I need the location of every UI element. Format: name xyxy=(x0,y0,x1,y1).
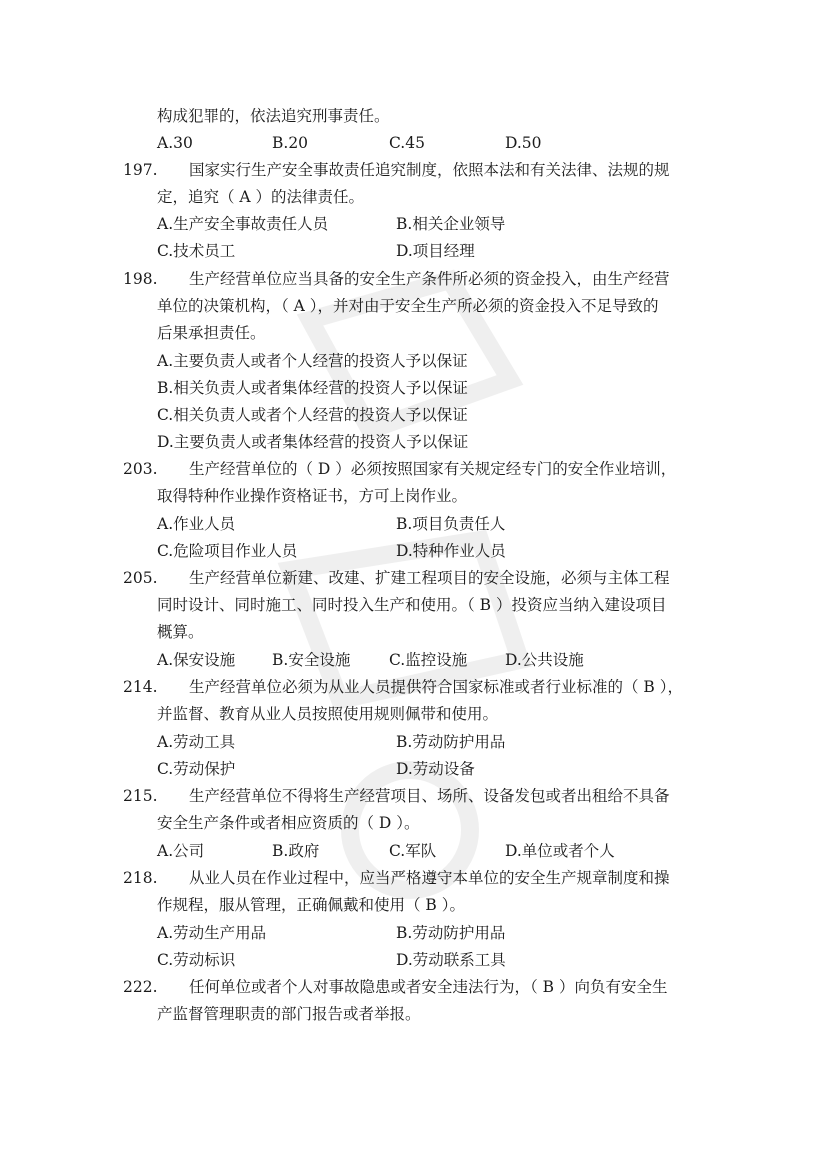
option-b: B.项目负责任人 xyxy=(396,515,506,533)
question-text-line: 定，追究（ A ）的法律责任。 xyxy=(157,188,365,206)
option-c: C.劳动保护 xyxy=(157,760,236,778)
option-a: A.作业人员 xyxy=(157,515,236,533)
option-c: C.45 xyxy=(389,134,425,152)
option-c: C.危险项目作业人员 xyxy=(157,542,298,560)
option-d: D.主要负责人或者集体经营的投资人予以保证 xyxy=(157,433,469,451)
option-c: C.军队 xyxy=(389,842,437,860)
option-c: C.劳动标识 xyxy=(157,951,236,969)
question-text-line: 生产经营单位的（ D ）必须按照国家有关规定经专门的安全作业培训， xyxy=(189,460,677,478)
option-d: D.劳动设备 xyxy=(396,760,475,778)
question-text-line: 从业人员在作业过程中，应当严格遵守本单位的安全生产规章制度和操 xyxy=(189,869,670,887)
question-number: 218. xyxy=(123,869,158,887)
option-c: C.技术员工 xyxy=(157,242,236,260)
option-a: A.保安设施 xyxy=(157,651,236,669)
option-d: D.项目经理 xyxy=(396,242,475,260)
option-a: A.劳动工具 xyxy=(157,733,236,751)
question-text-line: 国家实行生产安全事故责任追究制度，依照本法和有关法律、法规的规 xyxy=(189,161,670,179)
option-a: A.生产安全事故责任人员 xyxy=(157,215,329,233)
question-text-line: 取得特种作业操作资格证书，方可上岗作业。 xyxy=(157,487,468,505)
question-number: 215. xyxy=(123,787,158,805)
question-text-line: 并监督、教育从业人员按照使用规则佩带和使用。 xyxy=(157,705,499,723)
option-b: B.相关负责人或者集体经营的投资人予以保证 xyxy=(157,379,468,397)
question-text-line: 作规程，服从管理，正确佩戴和使用（ B ）。 xyxy=(157,896,465,914)
option-d: D.劳动联系工具 xyxy=(396,951,506,969)
option-a: A.劳动生产用品 xyxy=(157,924,267,942)
question-text-line: 生产经营单位不得将生产经营项目、场所、设备发包或者出租给不具备 xyxy=(189,787,670,805)
question-text-line: 生产经营单位应当具备的安全生产条件所必须的资金投入，由生产经营 xyxy=(189,270,670,288)
question-number: 214. xyxy=(123,678,158,696)
question-number: 205. xyxy=(123,569,158,587)
option-b: B.劳动防护用品 xyxy=(396,924,506,942)
option-c: C.相关负责人或者个人经营的投资人予以保证 xyxy=(157,406,468,424)
question-number: 198. xyxy=(123,270,158,288)
question-text-line: 安全生产条件或者相应资质的（ D ）。 xyxy=(157,814,420,832)
question-text-line: 单位的决策机构，（ A ），并对由于安全生产所必须的资金投入不足导致的 xyxy=(157,297,659,315)
option-b: B.劳动防护用品 xyxy=(396,733,506,751)
intro-text: 构成犯罪的，依法追究刑事责任。 xyxy=(157,107,390,125)
option-b: B.政府 xyxy=(272,842,320,860)
option-b: B.20 xyxy=(272,134,309,152)
option-d: D.50 xyxy=(505,134,542,152)
question-text-line: 概算。 xyxy=(157,623,204,641)
option-d: D.公共设施 xyxy=(505,651,584,669)
option-d: D.特种作业人员 xyxy=(396,542,506,560)
question-number: 197. xyxy=(123,161,158,179)
option-b: B.安全设施 xyxy=(272,651,351,669)
question-text-line: 生产经营单位新建、改建、扩建工程项目的安全设施，必须与主体工程 xyxy=(189,569,670,587)
question-text-line: 任何单位或者个人对事故隐患或者安全违法行为，（ B ）向负有安全生 xyxy=(189,978,668,996)
question-text-line: 同时设计、同时施工、同时投入生产和使用。（ B ）投资应当纳入建设项目 xyxy=(157,596,667,614)
option-d: D.单位或者个人 xyxy=(505,842,615,860)
option-a: A.主要负责人或者个人经营的投资人予以保证 xyxy=(157,352,468,370)
question-text-line: 生产经营单位必须为从业人员提供符合国家标准或者行业标准的（ B ）， xyxy=(189,678,683,696)
option-c: C.监控设施 xyxy=(389,651,468,669)
option-a: A.30 xyxy=(157,134,193,152)
option-b: B.相关企业领导 xyxy=(396,215,506,233)
question-text-line: 产监督管理职责的部门报告或者举报。 xyxy=(157,1005,421,1023)
option-a: A.公司 xyxy=(157,842,205,860)
question-text-line: 后果承担责任。 xyxy=(157,324,266,342)
question-number: 222. xyxy=(123,978,158,996)
question-number: 203. xyxy=(123,460,158,478)
